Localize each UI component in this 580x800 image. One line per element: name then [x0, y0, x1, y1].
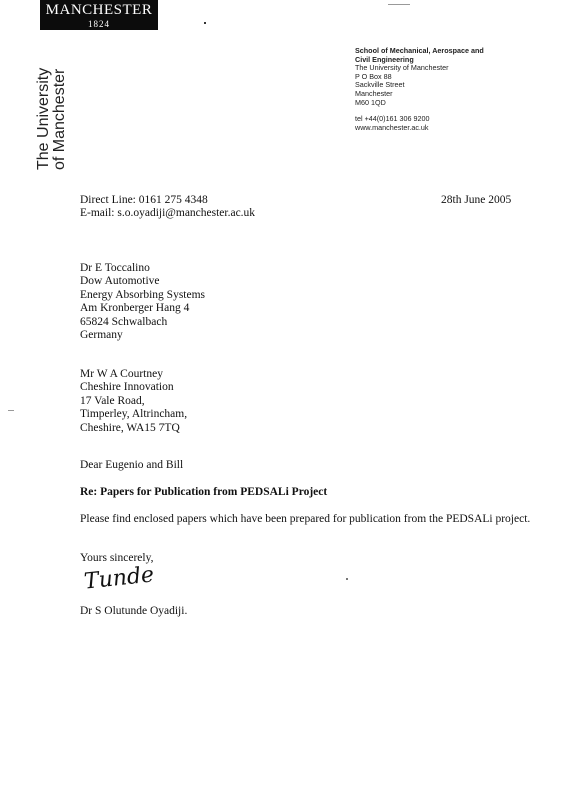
letter-date: 28th June 2005: [441, 194, 512, 206]
logo-year: 1824: [88, 19, 110, 29]
signatory-name: Dr S Olutunde Oyadiji.: [80, 605, 188, 617]
recipient-address-1: [80, 262, 205, 342]
address-line: M60 1QD: [355, 97, 386, 107]
subject-line: Re: Papers for Publication from PEDSALi Project: [80, 486, 328, 498]
scan-mark: [204, 22, 206, 24]
recipient-line: 65824 Schwalbach: [80, 315, 168, 328]
university-vertical-name: [36, 50, 72, 170]
school-name-line-2: Civil Engineering: [355, 54, 414, 64]
recipient-line: Energy Absorbing Systems: [80, 288, 206, 301]
email-address: E-mail: s.o.oyadiji@manchester.ac.uk: [80, 207, 256, 220]
salutation: Dear Eugenio and Bill: [80, 459, 184, 471]
recipient-line: Germany: [80, 329, 123, 342]
recipient-line: Dow Automotive: [80, 275, 160, 288]
closing: Yours sincerely,: [80, 552, 154, 564]
address-line: The University of Manchester: [355, 63, 449, 73]
recipient-line: Cheshire Innovation: [80, 381, 174, 394]
address-line: P O Box 88: [355, 71, 392, 81]
recipient-line: Dr E Toccalino: [80, 262, 150, 274]
school-telephone: tel +44(0)161 306 9200: [355, 114, 430, 124]
handwritten-signature: Tunde: [82, 562, 156, 595]
address-line: Manchester: [355, 88, 393, 98]
recipient-line: Timperley, Altrincham,: [80, 408, 188, 421]
university-vertical-line-1: The University: [35, 67, 52, 170]
letter-body: Please find enclosed papers which have been prepared for publication from the PEDSALi project.: [80, 513, 531, 525]
address-line: Sackville Street: [355, 80, 405, 90]
recipient-line: 17 Vale Road,: [80, 394, 145, 407]
direct-line: Direct Line: 0161 275 4348: [80, 194, 208, 206]
university-logo: [40, 0, 158, 30]
university-vertical-line-2: of Manchester: [51, 68, 68, 170]
school-address-block: [355, 47, 484, 132]
school-website: www.manchester.ac.uk: [355, 122, 429, 132]
school-name-line-1: School of Mechanical, Aerospace and: [355, 46, 484, 55]
contact-block: [80, 194, 255, 221]
scan-mark: [388, 4, 410, 5]
scan-mark: [8, 410, 14, 411]
scan-mark: [346, 578, 348, 580]
logo-name: MANCHESTER: [45, 2, 153, 18]
recipient-address-2: [80, 368, 187, 435]
recipient-line: Cheshire, WA15 7TQ: [80, 421, 180, 434]
recipient-line: Am Kronberger Hang 4: [80, 302, 190, 315]
recipient-line: Mr W A Courtney: [80, 368, 163, 380]
